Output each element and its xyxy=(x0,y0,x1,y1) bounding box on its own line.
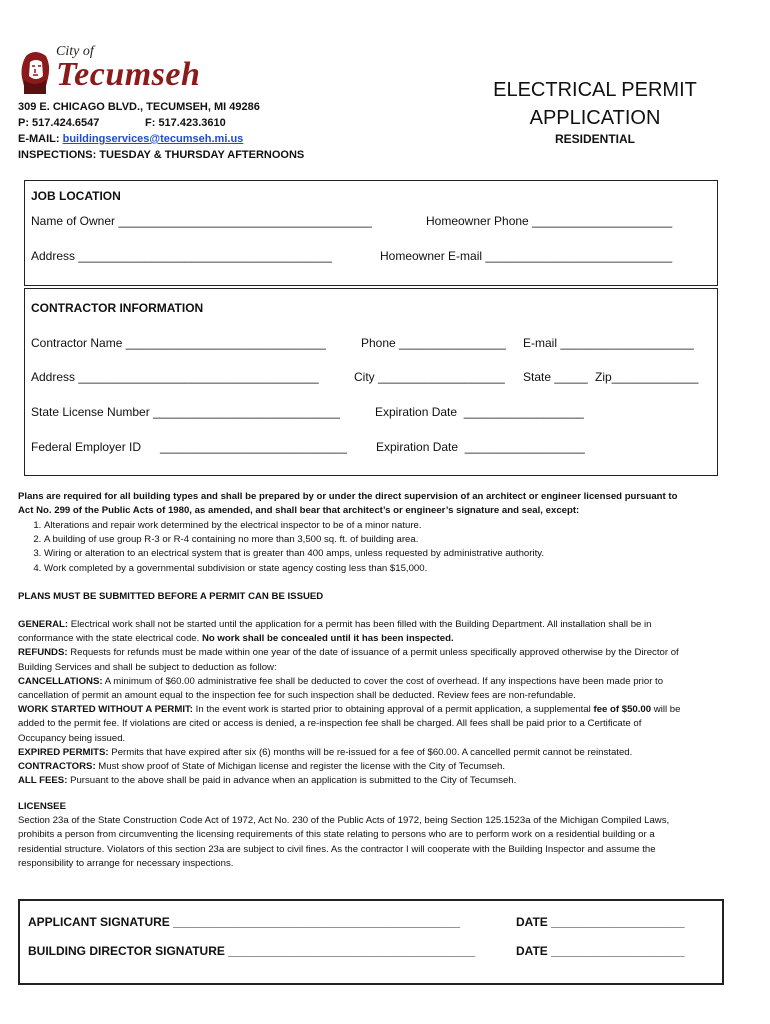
director-date-field[interactable]: DATE ____________________ xyxy=(516,944,685,958)
refunds-text-2: Building Services and shall be subject to deduction as follow: xyxy=(18,661,277,673)
licensee-block xyxy=(18,800,753,871)
general-label: GENERAL: xyxy=(18,619,69,630)
logo-city-of: City of xyxy=(56,44,94,59)
contractor-city-field[interactable]: City ___________________ xyxy=(354,370,505,384)
header-email-label: E-MAIL: xyxy=(18,133,60,145)
general-bold: No work shall be concealed until it has been inspected. xyxy=(199,633,454,645)
work-started-label: WORK STARTED WITHOUT A PERMIT: xyxy=(18,704,193,716)
list-item: 4. Work completed by a governmental subdivision or state agency costing less than $15,000. xyxy=(44,562,770,576)
cancellations-rule xyxy=(18,675,753,689)
expired-label: EXPIRED PERMITS: xyxy=(18,746,109,758)
fees-text: Pursuant to the above shall be paid in advance when an application is submitted to the City of Tecumseh. xyxy=(67,775,517,787)
plans-intro-line1: Plans are required for all building types and shall be prepared by or under the direct supervision of an architect or engineer licensed pursuant to xyxy=(18,491,678,502)
licensee-line: Section 23a of the State Construction Code Act of 1972, Act No. 230 of the Public Acts of 1972, being Section 125.1523a of the Michigan Compiled Laws, xyxy=(18,815,670,827)
plans-must-submit: PLANS MUST BE SUBMITTED BEFORE A PERMIT CAN BE ISSUED xyxy=(18,591,324,602)
list-item: 1. Alterations and repair work determined by the electrical inspector to be of a minor nature. xyxy=(44,519,770,533)
cancellations-label: CANCELLATIONS: xyxy=(18,675,103,687)
applicant-signature-field[interactable]: APPLICANT SIGNATURE ___________________________________________ xyxy=(28,915,461,929)
director-signature-field[interactable]: BUILDING DIRECTOR SIGNATURE _____________________________________ xyxy=(28,944,476,958)
refunds-label: REFUNDS: xyxy=(18,647,68,659)
license-expiration-field[interactable]: Expiration Date __________________ xyxy=(375,405,584,419)
list-item: 2. A building of use group R-3 or R-4 containing no more than 3,500 sq. ft. of building area. xyxy=(44,533,770,547)
work-started-fee: fee of $50.00 xyxy=(590,704,652,716)
plans-intro xyxy=(18,490,748,518)
licensee-line: residential structure. Violators of this section 23a are subject to civil fines. As the contractor I will cooperate with the Building Inspector and assume the xyxy=(18,843,656,855)
expired-text: Permits that have expired after six (6) months will be re-issued for a fee of $60.00. A cancelled permit cannot be reinstated. xyxy=(108,746,633,758)
licensee-line: responsibility to arrange for necessary inspections. xyxy=(18,857,234,869)
contractor-address-field[interactable]: Address ____________________________________ xyxy=(31,370,319,384)
refunds-text: Requests for refunds must be made within one year of the date of issuance of a permit unless specifically approved otherwise by the Director of xyxy=(67,647,679,659)
work-started-text-b: will be xyxy=(651,704,681,716)
owner-name-field[interactable]: Name of Owner ______________________________________ xyxy=(31,214,372,228)
licensee-line: prohibits a person from circumventing the licensing requirements of this state relating to persons who are to perform work on a residential building or a xyxy=(18,829,655,841)
fees-label: ALL FEES: xyxy=(18,775,68,787)
cancellations-text: A minimum of $60.00 administrative fee shall be deducted to cover the cost of overhead. If any inspections have been made prior to xyxy=(102,675,664,687)
job-address-field[interactable]: Address ______________________________________ xyxy=(31,249,332,263)
plans-exceptions-list xyxy=(0,519,770,576)
contractor-name-field[interactable]: Contractor Name ______________________________ xyxy=(31,336,326,350)
tecumseh-portrait-icon xyxy=(18,50,52,98)
list-item: 3. Wiring or alteration to an electrical system that is greater than 400 amps, unless requested by administrative authority. xyxy=(44,547,770,561)
general-rule xyxy=(18,618,753,632)
contractor-heading: CONTRACTOR INFORMATION xyxy=(31,301,204,315)
logo-name: Tecumseh xyxy=(56,56,201,93)
licensee-heading: LICENSEE xyxy=(18,801,66,812)
federal-employer-id-field[interactable]: ____________________________ xyxy=(160,440,347,454)
header-inspections: INSPECTIONS: TUESDAY & THURSDAY AFTERNOONS xyxy=(18,149,305,161)
contractor-state-field[interactable]: State _____ xyxy=(523,370,588,384)
contractor-zip-field[interactable]: Zip_____________ xyxy=(595,370,699,384)
contractors-text: Must show proof of State of Michigan license and register the license with the City of Tecumseh. xyxy=(95,761,505,773)
work-started-text-2: added to the permit fee. If violations are cited or access is denied, a re-inspection fee shall be charged. All fees shall be paid prior to a Certificate of xyxy=(18,718,642,730)
work-started-rule xyxy=(18,703,753,717)
fein-expiration-field[interactable]: Expiration Date __________________ xyxy=(376,440,585,454)
owner-phone-field[interactable]: Homeowner Phone _____________________ xyxy=(426,214,673,228)
city-logo xyxy=(18,44,218,100)
work-started-text-3: Occupancy being issued. xyxy=(18,732,126,744)
contractors-label: CONTRACTORS: xyxy=(18,761,96,773)
form-title-line1: ELECTRICAL PERMIT xyxy=(493,79,697,101)
header-address: 309 E. CHICAGO BLVD., TECUMSEH, MI 49286 xyxy=(18,101,260,113)
federal-employer-id-label: Federal Employer ID xyxy=(31,440,142,454)
job-location-heading: JOB LOCATION xyxy=(31,189,121,203)
header-email-row xyxy=(18,132,243,147)
rules-block xyxy=(18,618,753,788)
header-phone: P: 517.424.6547 xyxy=(18,117,100,129)
form-subtitle: RESIDENTIAL xyxy=(554,132,635,146)
general-text: Electrical work shall not be started until the application for a permit has been filled with the Building Department. All installation shall be in xyxy=(68,619,652,630)
contractors-rule xyxy=(18,760,753,774)
signature-section xyxy=(18,899,724,985)
header-email-link[interactable]: buildingservices@tecumseh.mi.us xyxy=(62,133,244,145)
fees-rule xyxy=(18,774,753,788)
contractor-email-field[interactable]: E-mail ____________________ xyxy=(523,336,694,350)
plans-intro-line2: Act No. 299 of the Public Acts of 1980, as amended, and shall bear that architect’s or engineer’s signature and seal, except: xyxy=(18,505,580,517)
refunds-rule xyxy=(18,646,753,660)
work-started-text: In the event work is started prior to obtaining approval of a permit application, a supplemental xyxy=(192,704,591,716)
job-location-section xyxy=(24,180,718,286)
form-title-line2: APPLICATION xyxy=(529,107,661,129)
state-license-field[interactable]: State License Number ____________________________ xyxy=(31,405,340,419)
header-fax: F: 517.423.3610 xyxy=(145,117,226,129)
expired-rule xyxy=(18,746,753,760)
contractor-phone-field[interactable]: Phone ________________ xyxy=(361,336,506,350)
cancellations-text-2: cancellation of permit an amount equal to the inspection fee for such inspection shall be deducted. Review fees are non-refundable. xyxy=(18,690,576,702)
general-text-2: conformance with the state electrical code. xyxy=(18,633,200,645)
applicant-date-field[interactable]: DATE ____________________ xyxy=(516,915,685,929)
owner-email-field[interactable]: Homeowner E-mail ____________________________ xyxy=(380,249,673,263)
